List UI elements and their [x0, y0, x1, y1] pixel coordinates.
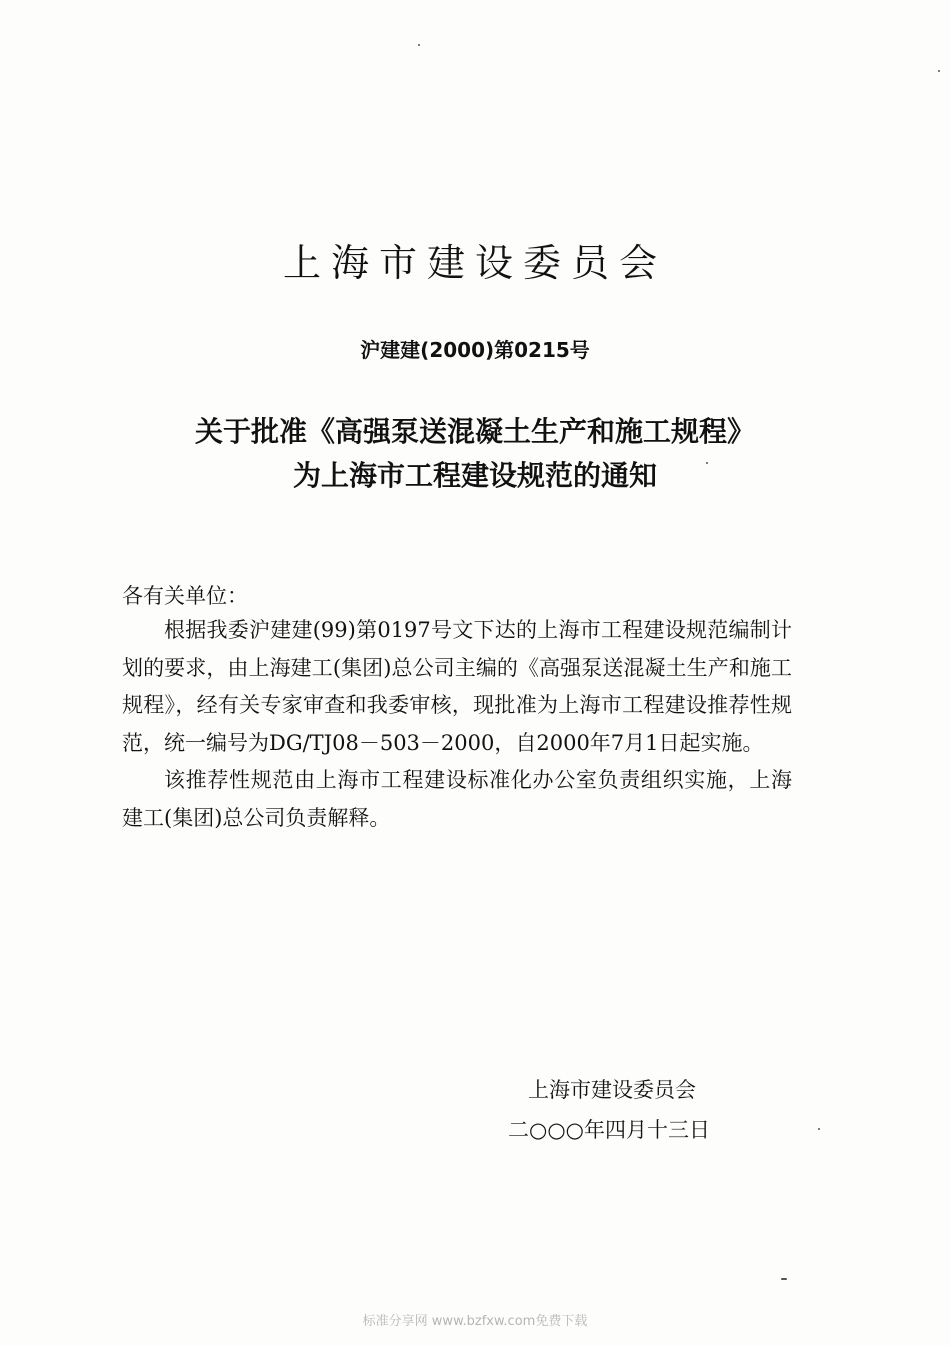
- scan-speck: [781, 1278, 787, 1280]
- body-paragraph-1: 根据我委沪建建(99)第0197号文下达的上海市工程建设规范编制计划的要求，由上海建工(集团)总公司主编的《高强泵送混凝土生产和施工规程》，经有关专家审查和我委审核，现批准为上海市工程建设推荐性规范，统一编号为DG/TJ08－503－2000，自2000年7月1日起实施。: [122, 618, 792, 755]
- scan-speck: [418, 44, 420, 46]
- scan-speck: [938, 70, 940, 72]
- signature-date: 二○○○年四月十三日: [508, 1118, 710, 1142]
- notice-body: [122, 612, 792, 837]
- body-paragraph-2: 该推荐性规范由上海市工程建设标准化办公室负责组织实施，上海建工(集团)总公司负责解释。: [122, 768, 792, 830]
- notice-title-line-1: 关于批准《高强泵送混凝土生产和施工规程》: [194, 415, 755, 448]
- notice-title: [0, 410, 950, 498]
- issuing-organization-title: 上海市建设委员会: [282, 241, 667, 285]
- salutation: 各有关单位：: [122, 584, 248, 608]
- scan-speck: [818, 1128, 820, 1130]
- site-watermark: 标准分享网 www.bzfxw.com免费下载: [362, 1314, 588, 1329]
- signature-organization: 上海市建设委员会: [528, 1078, 696, 1102]
- signature-block: [508, 1070, 748, 1150]
- document-number: 沪建建(2000)第0215号: [360, 338, 590, 362]
- scan-speck: [706, 462, 708, 464]
- notice-title-line-2: 为上海市工程建设规范的通知: [292, 459, 657, 492]
